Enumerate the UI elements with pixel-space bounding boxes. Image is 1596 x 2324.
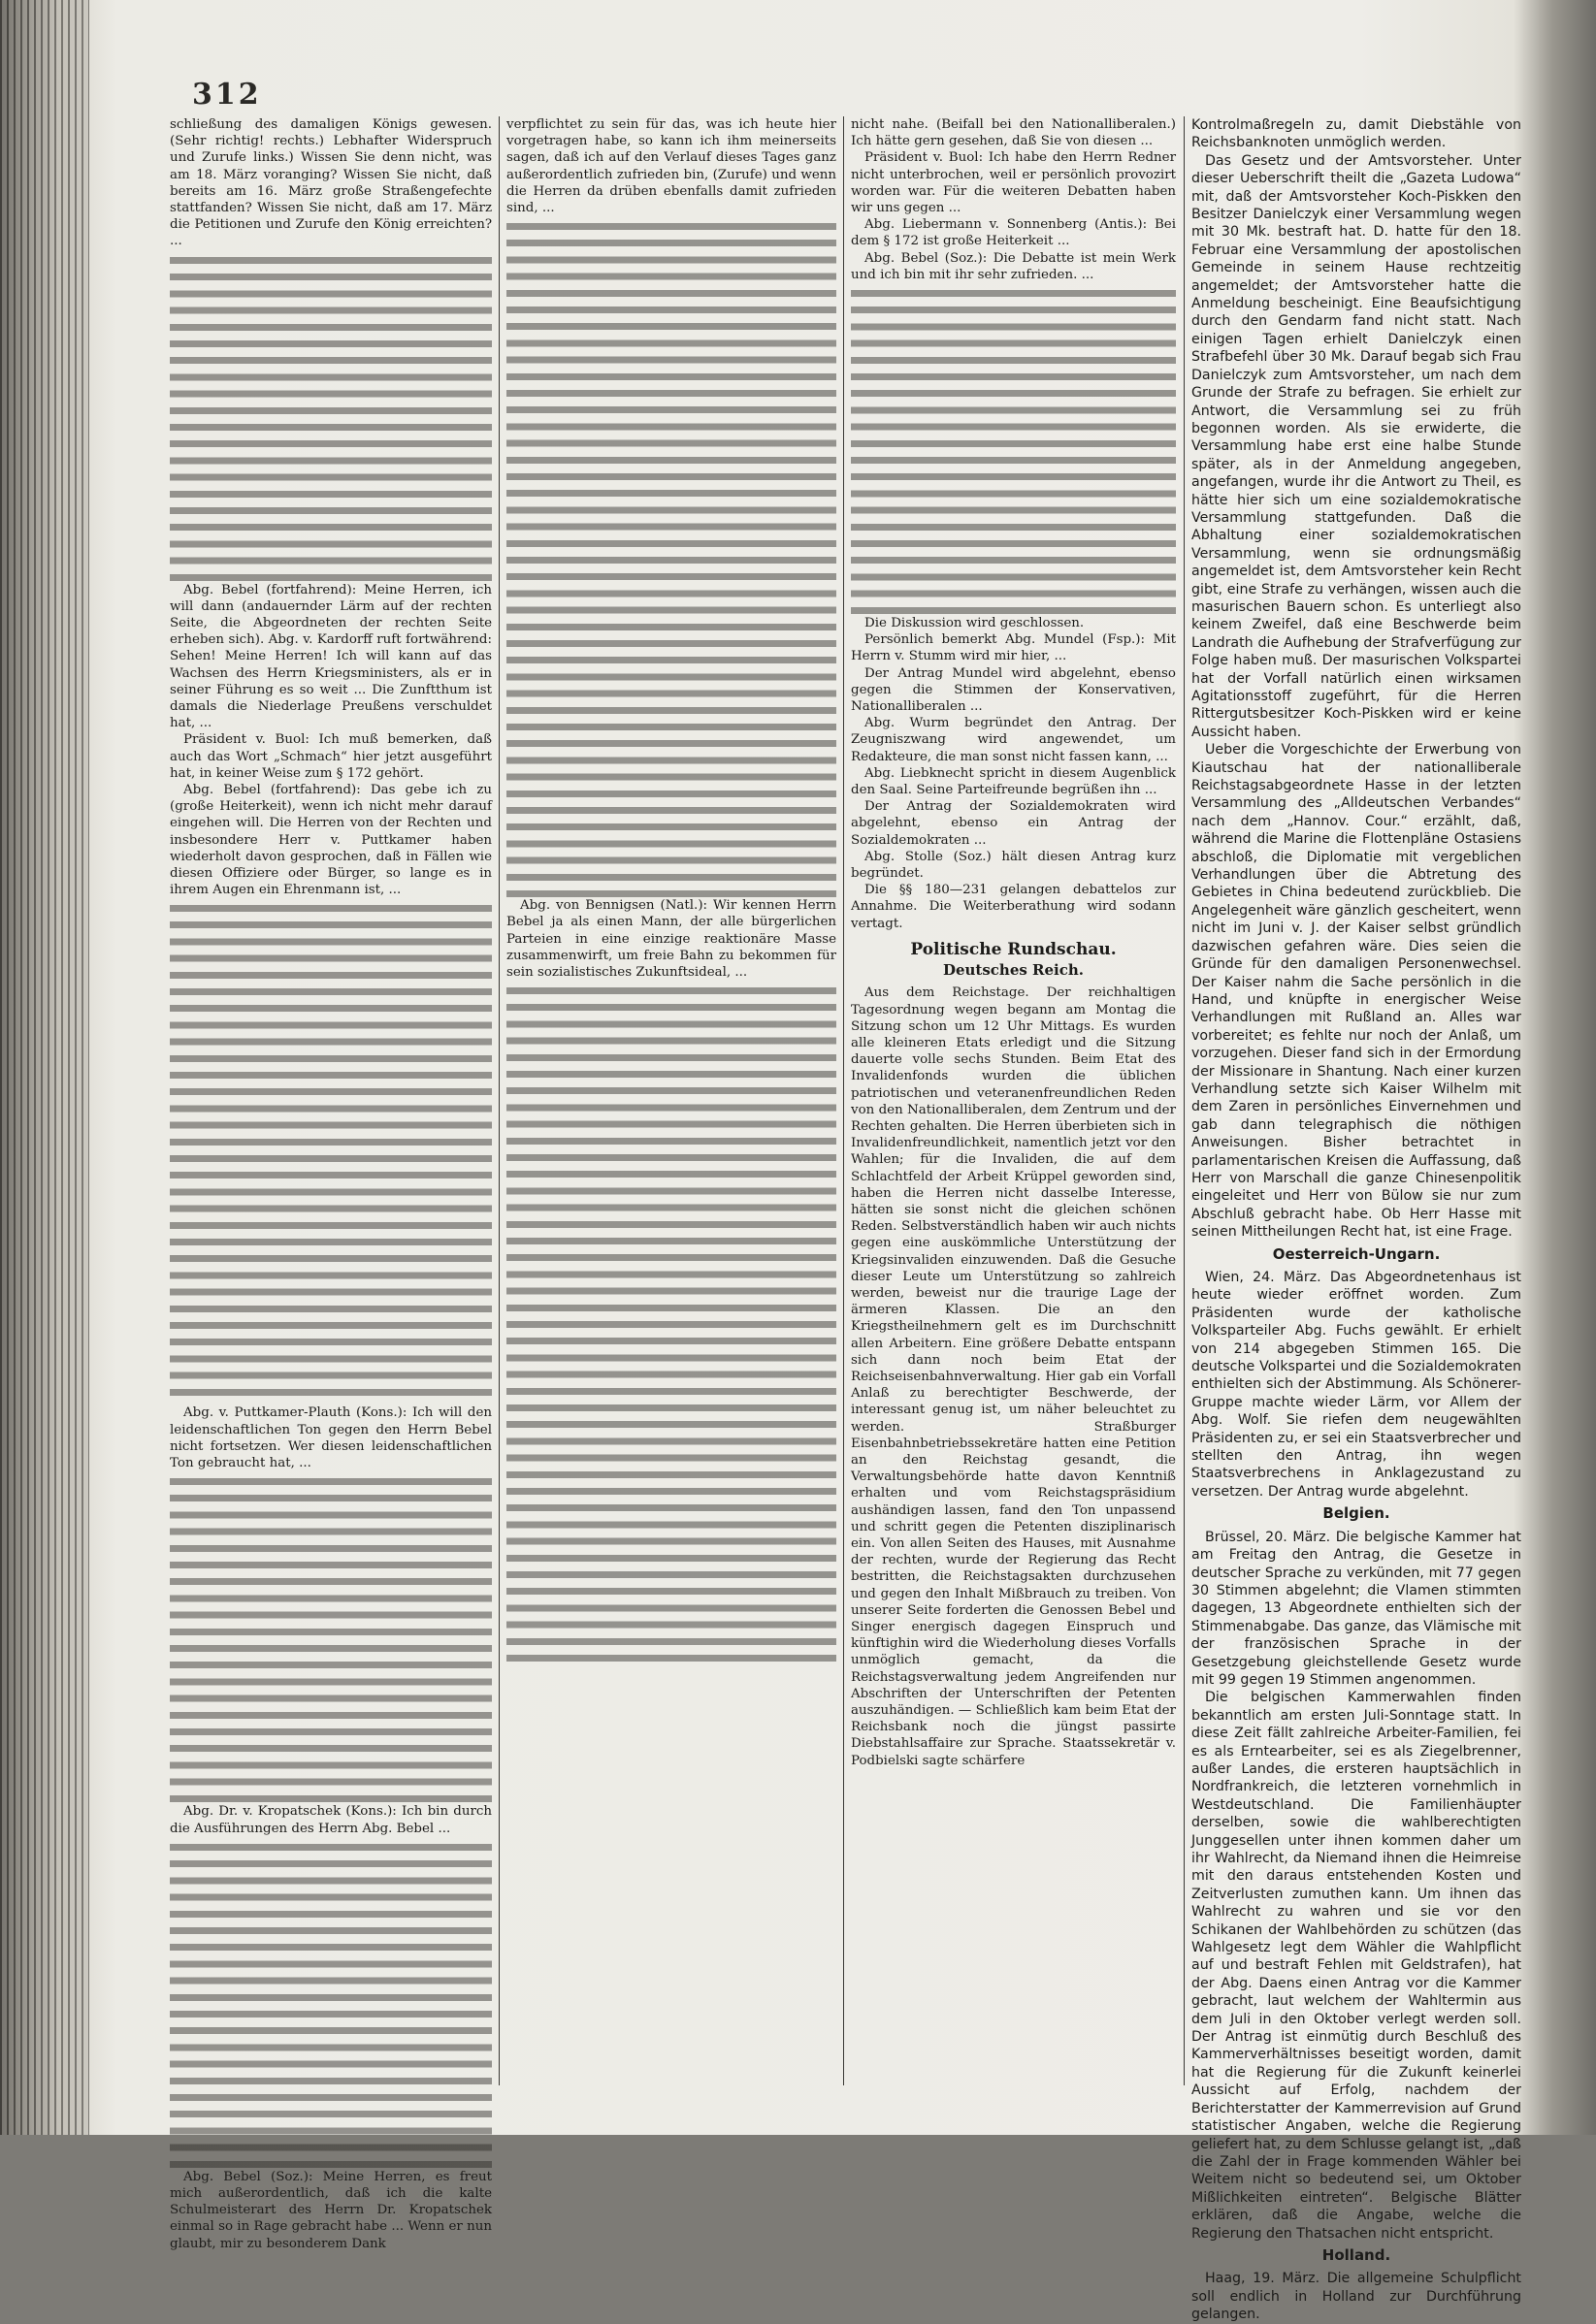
text-lines [506,218,836,897]
paragraph: verpflichtet zu sein für das, was ich heute hier vorgetragen habe, so kann ich ihm meinerseits sagen, daß ich auf den Verlauf dieses Tages ganz außerordentlich zufrieden bin, (Zurufe) und wenn die Herren da drüben ebenfalls damit zufrieden sind, ... [506,117,836,216]
paragraph: Präsident v. Buol: Ich habe den Herrn Redner nicht unterbrochen, weil er persönlich provozirt worden war. Für die weiteren Debatten haben wir uns gegen ... [851,150,1176,216]
text-lines [170,1473,492,1803]
subsection-heading: Holland. [1321,2245,1391,2264]
newspaper-page [116,68,1533,2323]
text-lines [851,285,1176,615]
paragraph: Abg. Liebknecht spricht in diesem Augenblick den Saal. Seine Parteifreunde begrüßen ihn ... [851,765,1176,798]
paragraph: Abg. Liebermann v. Sonnenberg (Antis.): Bei dem § 172 ist große Heiterkeit ... [851,217,1176,249]
book-binding-edge [0,0,89,2135]
paragraph: Abg. Bebel (Soz.): Meine Herren, es freut mich außerordentlich, daß ich die kalte Schulmeisterart des Herrn Dr. Kropatschek einmal so in Rage gebracht habe ... Wenn er nun glaubt, mir zu besonderem Dank [170,2169,492,2251]
text-lines [170,900,492,1404]
paragraph: Der Antrag Mundel wird abgelehnt, ebenso gegen die Stimmen der Konservativen, Nationalliberalen ... [851,665,1176,715]
paragraph: Abg. v. Puttkamer-Plauth (Kons.): Ich will den leidenschaftlichen Ton gegen den Herrn Bebel nicht fortsetzen. Wer diesen leidenschaftlichen Ton gebraucht hat, ... [170,1405,492,1471]
paragraph: Abg. Stolle (Soz.) hält diesen Antrag kurz begründet. [851,849,1176,882]
text-lines [506,983,836,1662]
paragraph: Abg. Dr. v. Kropatschek (Kons.): Ich bin durch die Ausführungen des Herrn Abg. Bebel ... [170,1804,492,1836]
paragraph: Abg. Bebel (fortfahrend): Das gebe ich zu (große Heiterkeit), wenn ich nicht mehr darauf eingehen will. Die Herren von der Rechten und insbesondere Herr v. Puttkamer haben wiederholt davon gesprochen, daß in Fällen wie diesen Offiziere oder Bürger, so lange es in ihrem Augen ein Ehrenmann ist, ... [170,783,492,898]
paragraph: Abg. von Bennigsen (Natl.): Wir kennen Herrn Bebel ja als einen Mann, der alle bürgerlichen Parteien in eine einzige reaktionäre Masse zusammenwirft, um freie Bahn zu bekommen für sein sozialistisches Zukunftsideal, ... [506,898,836,981]
paragraph: Das Gesetz und der Amtsvorsteher. Unter dieser Ueberschrift theilt die „Gazeta Ludowa“ mit, daß der Amtsvorsteher Koch-Piskken den Besitzer Danielczyk einer Versammlung wegen mit 30 Mk. bestraft hat. D. hatte für den 18. Februar eine Versammlung der apostolischen Gemeinde in seinem Hause rechtzeitig angemeldet; der Amtsvorsteher hatte die Anmeldung bescheinigt. Eine Beaufsichtigung durch den Gendarm fand nicht statt. Nach einigen Tagen erhielt Danielczyk einen Strafbefehl über 30 Mk. Darauf begab sich Frau Danielczyk zum Amtsvorsteher, um nach dem Grunde der Strafe zu befragen. Sie erhielt zur Antwort, die Versammlung sei zu früh begonnen worden. Als sie erwiderte, die Versammlung habe erst eine halbe Stunde später, als in der Anmeldung angegeben, angefangen, wurde ihr die Antwort zu Theil, es hätte hier sich um eine sozialdemokratische Versammlung stattgefunden. Daß die Abhaltung einer sozialdemokratischen Versammlung, wenn sie ordnungsmäßig angemeldet ist, dem Amtsvorsteher kein Recht gibt, eine Strafe zu verhängen, wissen auch die masurischen Bauern schon. Es unterliegt also keinem Zweifel, daß eine Beschwerde beim Landrath die Aufhebung der Strafverfügung zur Folge haben muß. Der masurischen Volkspartei hat der Vorfall natürlich einen wirksamen Agitationsstoff zugeführt, für die Herren Rittergutsbesitzer Koch-Piskken wird er keine Aussicht haben. [1191,152,1521,740]
column-1 [170,116,492,2251]
column-2 [506,116,836,2085]
subsection-heading: Belgien. [1322,1504,1390,1523]
column-3 [851,116,1176,2085]
paragraph: Haag, 19. März. Die allgemeine Schulpflicht soll endlich in Holland zur Durchführung gelangen. [1191,2271,1521,2323]
paragraph: Kontrolmaßregeln zu, damit Diebstähle von Reichsbanknoten unmöglich werden. [1191,117,1521,151]
paragraph: schließung des damaligen Königs gewesen. (Sehr richtig! rechts.) Lebhafter Widerspruch und Zurufe links.) Wissen Sie denn nicht, was am 18. März voranging? Wissen Sie nicht, daß bereits am 16. März große Straßengefechte stattfanden? Wissen Sie nicht, daß am 17. März die Petitionen und Zurufe den König erreichten? ... [170,117,492,249]
paragraph: Abg. Bebel (Soz.): Die Debatte ist mein Werk und ich bin mit ihr sehr zufrieden. ... [851,250,1176,282]
column-rule [843,116,844,2085]
column-4 [1191,116,1521,2323]
paragraph: Abg. Wurm begründet den Antrag. Der Zeugniszwang wird angewendet, um Redakteure, die man sonst nicht fassen kann, ... [851,716,1176,764]
column-rule [1184,116,1185,2085]
paragraph: Der Antrag der Sozialdemokraten wird abgelehnt, ebenso ein Antrag der Sozialdemokraten ... [851,799,1176,848]
paragraph: Wien, 24. März. Das Abgeordnetenhaus ist heute wieder eröffnet worden. Zum Präsidenten wurde der katholische Volksparteiler Abg. Fuchs gewählt. Er erhielt von 214 abgegeben Stimmen 165. Die deutsche Volkspartei und die Sozialdemokraten enthielten sich der Abstimmung. Als Schönerer-Gruppe machte wieder Lärm, vor Allem der Abg. Wolf. Sie riefen dem neugewählten Präsidenten zu, er sei ein Staatsverbrecher und stellten den Antrag, ihn wegen Staatsverbrechens in Anklagezustand zu versetzen. Der Antrag wurde abgelehnt. [1191,1270,1521,1500]
paragraph: Aus dem Reichstage. Der reichhaltigen Tagesordnung wegen begann am Montag die Sitzung schon um 12 Uhr Mittags. Es wurden alle kleineren Etats erledigt und die Sitzung dauerte volle sechs Stunden. Beim Etat des Invalidenfonds wurden die üblichen patriotischen und veteranenfreundlichen Reden von den Nationalliberalen, dem Zentrum und der Rechten gehalten. Die Herren überbieten sich in Invalidenfreundlichkeit, namentlich jetzt vor den Wahlen; für die Invaliden, die auf dem Schlachtfeld der Arbeit Krüppel geworden sind, haben die Herren nicht dasselbe Interesse, hätten sie sonst nicht die gleichen schönen Reden. Selbstverständlich haben wir auch nichts gegen eine auskömmliche Unterstützung der Kriegsinvaliden einzuwenden. Daß die Gesuche dieser Leute um Unterstützung so zahlreich werden, beweist nur die traurige Lage der ärmeren Klassen. Die an den Kriegstheilnehmern gelt es im Durchschnitt allen Arbeitern. Eine größere Debatte entspann sich dann noch beim Etat der Reichseisenbahnverwaltung. Hier gab ein Vorfall Anlaß zu berechtigter Beschwerde, der interessant genug ist, um näher beleuchtet zu werden. Straßburger Eisenbahnbetriebssekretäre hatten eine Petition an den Reichstag gesandt, die Verwaltungsbehörde hatte davon Kenntniß erhalten und vom Reichstagspräsidium aushändigen lassen, fand den Ton unpassend und schritt gegen die Petenten disziplinarisch ein. Von allen Seiten des Hauses, mit Ausnahme der rechten, wurde der Regierung das Recht bestritten, die Reichstagsakten durchzusehen und gegen den Inhalt Mißbrauch zu treiben. Von unserer Seite forderten die Genossen Bebel und Singer energisch dagegen Einspruch und künftighin wird die Wiederholung dieses Vorfalls unmöglich gemacht, da die Reichstagsverwaltung jedem Angreifenden nur Abschriften der Unterschriften der Petenten auszuhändigen. — Schließlich kam beim Etat der Reichsbank noch die jüngst passirte Diebstahlsaffaire zur Sprache. Staatssekretär v. Podbielski sagte schärfere [851,985,1176,1768]
subsection-heading: Deutsches Reich. [942,961,1085,980]
paragraph: Die belgischen Kammerwahlen finden bekanntlich am ersten Juli-Sonntage statt. In diese Zeit fällt zahlreiche Arbeiter-Familien, fei es als Erntearbeiter, sei es als Ziegelbrenner, außer Landes, die ersteren hauptsächlich in Nordfrankreich, die letzteren vornehmlich in Westdeutschland. Die Familienhäupter derselben, sowie die wahlberechtigten Junggesellen unter ihnen kommen daher um ihr Wahlrecht, da Niemand ihnen die Heimreise mit den daraus entstehenden Kosten und Zeitverlusten zumuthen kann. Um ihnen das Wahlrecht zu wahren und sie vor den Schikanen der Wahlbehörden zu schützen (das Wahlgesetz legt dem Wähler die Wahlpflicht auf und bestraft Fehlen mit Geldstrafen), hat der Abg. Daens einen Antrag vor die Kammer gebracht, laut welchem der Wahltermin aus dem Juli in den Oktober verlegt werden soll. Der Antrag ist einmütig durch Beschluß des Kammerverhältnisses beseitigt worden, damit hat die Regierung für die Zukunft keinerlei Aussicht auf Erfolg, nachdem der Berichterstatter der Kammerrevision auf Grund statistischer Angaben, welche die Regierung geliefert hat, zu dem Schlusse gelangt ist, „daß die Zahl der in Frage kommenden Wähler bei Weitem nicht so bedeutend sei, um Oktober Mißlichkeiten eintreten“. Belgische Blätter erklären, daß die Angabe, welche die Regierung den Thatsachen nicht entspricht. [1191,1690,1521,2242]
text-lines [170,1839,492,2169]
section-heading: Politische Rundschau. [910,939,1117,959]
paragraph: Präsident v. Buol: Ich muß bemerken, daß auch das Wort „Schmach“ hier jetzt ausgeführt hat, in keiner Weise zum § 172 gehört. [170,732,492,781]
paragraph: Persönlich bemerkt Abg. Mundel (Fsp.): Mit Herrn v. Stumm wird mir hier, ... [851,632,1176,664]
paragraph: Brüssel, 20. März. Die belgische Kammer hat am Freitag den Antrag, die Gesetze in deutscher Sprache zu verkünden, mit 77 gegen 30 Stimmen abgelehnt; die Vlamen stimmten dagegen, 13 Abgeordnete enthielten sich der Stimmenabgabe. Das ganze, das Vlämische mit der französischen Sprache in der Gesetzgebung gleichstellende Gesetz wurde mit 99 gegen 19 Stimmen angenommen. [1191,1529,1521,1688]
paragraph: Abg. Bebel (fortfahrend): Meine Herren, ich will dann (andauernder Lärm auf der rechten Seite, die Abgeordneten der rechten Seite erheben sich). Abg. v. Kardorff ruft fortwährend: Sehen! Meine Herren! Ich will kann auf das Wachsen des Herrn Kriegsministers, als er in seiner Führung es so weit ... Die Zunftthum ist damals die Niederlage Preußens verschuldet hat, ... [170,582,492,731]
subsection-heading: Oesterreich-Ungarn. [1272,1244,1441,1263]
column-rule [499,116,500,2085]
paragraph: Ueber die Vorgeschichte der Erwerbung von Kiautschau hat der nationalliberale Reichstagsabgeordnete Hasse in der letzten Versammlung des „Alldeutschen Verbandes“ nach dem „Hannov. Cour.“ erzählt, daß, während die Marine die Flottenpläne Ostasiens abschloß, die Diplomatie mit vergeblichen Verhandlungen über die Abtretung des Gebietes in China bedeutend zurückblieb. Die Angelegenheit wäre gänzlich gescheitert, wenn nicht im Juni v. J. der Kaiser selbst gründlich dazwischen gefahren wäre. Dies seien die Gründe für den damaligen Personenwechsel. Der Kaiser nahm die Sache persönlich in die Hand, und knüpfte in energischer Weise Verhandlungen mit Rußland an. Alles war vorbereitet; es fehlte nur noch der Anlaß, um vorzugehen. Dieser fand sich in der Ermordung der Missionare in Shantung. Nach einer kurzen Verhandlung setzte sich Kaiser Wilhelm mit dem Zaren in persönliches Einvernehmen und gab dann telegraphisch die nöthigen Anweisungen. Bisher betrachtet in parlamentarischen Kreisen die Auffassung, daß Herr von Marschall die ganze Chinesenpolitik eingeleitet und Herr von Bülow sie nur zum Abschluß gebracht habe. Ob Herr Hasse mit seinen Mittheilungen Recht hat, ist eine Frage. [1191,742,1521,1241]
paragraph: Die §§ 180—231 gelangen debattelos zur Annahme. Die Weiterberathung wird sodann vertagt. [851,883,1176,931]
paragraph: Die Diskussion wird geschlossen. [864,616,1085,631]
paragraph: nicht nahe. (Beifall bei den Nationalliberalen.) Ich hätte gern gesehen, daß Sie von diesen ... [851,117,1176,149]
text-lines [170,252,492,582]
page-number: 312 [192,78,262,112]
